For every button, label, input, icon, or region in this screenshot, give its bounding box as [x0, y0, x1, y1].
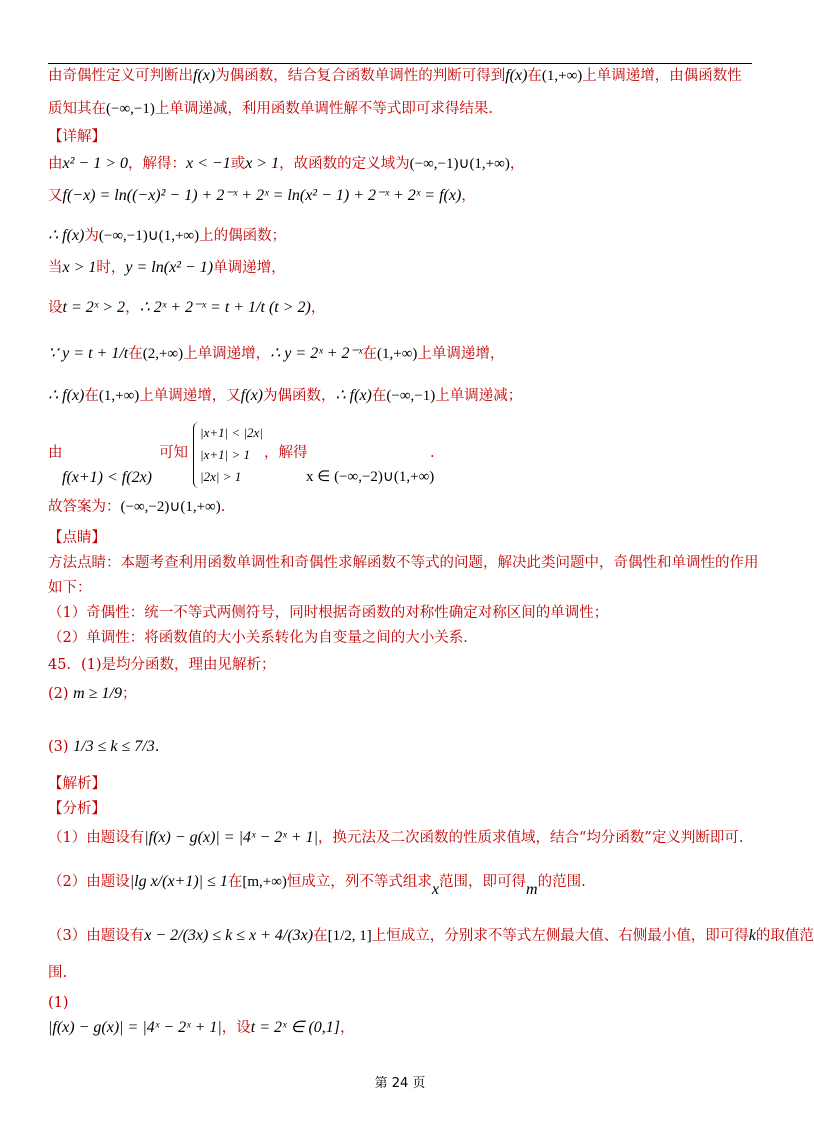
analysis-3-post: 上恒成立，分别求不等式左侧最大值、右侧最小值，即可得: [371, 928, 749, 944]
part2-math: m ≥ 1/9: [73, 685, 122, 702]
q45-part2: [48, 686, 136, 702]
analysis-3-zai: 在: [313, 928, 328, 944]
solution-1-math: |f(x) − g(x)| = |4ˣ − 2ˣ + 1|: [48, 1019, 222, 1036]
text-segment: ，: [509, 156, 525, 172]
case-item: |x+1| > 1: [200, 447, 250, 462]
math-segment: x < −1: [186, 155, 231, 172]
text-segment: 在: [371, 388, 387, 404]
analysis-2-zai: 在: [227, 874, 243, 890]
math-segment: y = ln(x² − 1): [125, 259, 214, 276]
answer-dot: .: [220, 499, 226, 515]
dianjing-line-3: （1）奇偶性：统一不等式两侧符号，同时根据奇函数的对称性确定对称区间的单调性；: [48, 605, 609, 621]
dianjing-line-1: 方法点睛：本题考查利用函数单调性和奇偶性求解函数不等式的问题，解决此类问题中，奇偶性和单调性的作用: [48, 555, 759, 571]
analysis-3-pre: （3）由题设有: [48, 928, 145, 944]
text-segment: 或: [230, 156, 246, 172]
math-segment: (1,+∞): [376, 346, 418, 362]
solution-1-post: ，设: [221, 1020, 251, 1036]
solution-line: [48, 102, 493, 117]
text-segment: ，: [310, 300, 326, 316]
inequality: f(x+1) < f(2x): [62, 469, 152, 486]
analysis-3-math: x − 2/(3x) ≤ k ≤ x + 4/(3x): [144, 927, 314, 944]
math-segment: x > 1: [62, 259, 97, 276]
text-segment: 为偶函数，结合复合函数单调性的判断可得到: [215, 68, 506, 84]
analysis-3-cont: 围.: [48, 965, 68, 981]
solution-1-end: ，: [340, 1020, 355, 1036]
analysis-3-k: k: [748, 927, 756, 944]
math-segment: ∴ f(x): [48, 387, 85, 404]
analysis-2-x: x: [431, 881, 440, 898]
text-segment: 设: [48, 300, 63, 316]
math-segment: (1,+∞): [98, 388, 140, 404]
math-segment: x > 1: [245, 155, 280, 172]
part3-math: 1/3 ≤ k ≤ 7/3: [73, 738, 155, 755]
q45-head: 45．(1)是均分函数，理由见解析；: [48, 657, 276, 673]
analysis-2-post1: 恒成立，列不等式组求: [286, 874, 432, 890]
text-segment: 当: [48, 260, 63, 276]
analysis-3-interval: [1/2, 1]: [327, 928, 372, 944]
text-segment: ，解得：: [128, 156, 186, 172]
text-segment: 为偶函数，: [263, 388, 336, 404]
solution-line: [48, 260, 286, 276]
solution-1-line: [48, 1020, 355, 1036]
text-segment: 上单调递增，: [183, 346, 271, 362]
text-segment: 上单调递增，由偶函数性: [582, 68, 742, 84]
solution-line: [48, 130, 106, 145]
text-segment: ，: [461, 188, 476, 204]
analysis-1-math: |f(x) − g(x)| = |4ˣ − 2ˣ + 1|: [144, 829, 319, 846]
text-segment: 由: [48, 156, 63, 172]
case-item: |x+1| < |2x|: [200, 425, 263, 440]
kezhi-text: 可知: [159, 445, 188, 461]
analysis-2-pre: （2）由题设: [48, 874, 130, 890]
text-segment: ，: [125, 300, 140, 316]
cases-brace: [193, 422, 263, 488]
math-segment: f(x): [193, 67, 216, 84]
part3-end: .: [154, 739, 160, 755]
solution-line: [48, 346, 504, 362]
analysis-2-post3: 的范围.: [537, 874, 586, 890]
system-result: x ∈ (−∞,−2)∪(1,+∞): [306, 469, 435, 485]
part2-end: ；: [121, 686, 137, 702]
math-segment: (−∞,−1)∪(1,+∞): [98, 228, 200, 244]
analysis-2-interval: [m,+∞): [242, 874, 287, 890]
cases-list: [193, 422, 263, 488]
solution-line: [48, 388, 522, 404]
solution-line: [48, 300, 325, 316]
analysis-2-m: m: [526, 881, 538, 898]
text-segment: 【详解】: [48, 129, 106, 145]
jiede-text: ，解得: [264, 445, 308, 461]
solution-line: [48, 68, 742, 84]
text-segment: 为: [84, 228, 99, 244]
answer-label: 故答案为：: [48, 499, 121, 515]
text-segment: 单调递增，: [213, 260, 286, 276]
case-item: |2x| > 1: [200, 469, 242, 484]
part2-label: (2): [48, 686, 69, 702]
math-segment: (−∞,−1): [106, 101, 155, 117]
dianjing-line-4: （2）单调性：将函数值的大小关系转化为自变量之间的大小关系.: [48, 630, 468, 646]
math-segment: (−∞,−1)∪(1,+∞): [409, 156, 510, 172]
solution-line: [48, 228, 286, 244]
math-segment: ∴ f(x): [335, 387, 372, 404]
text-segment: 质知其在: [48, 101, 106, 117]
math-segment: ∴ y = 2ˣ + 2⁻ˣ: [270, 345, 363, 362]
math-segment: t = 2ˣ > 2: [62, 299, 126, 316]
solution-1-label: (1): [48, 995, 69, 1011]
analysis-3: [48, 928, 814, 944]
text-segment: 又: [48, 188, 63, 204]
analysis-2: [48, 873, 586, 898]
header-rule: [48, 63, 752, 64]
q45-part3: [48, 739, 159, 755]
text-segment: 在: [527, 68, 542, 84]
analysis-2-post2: 范围，即可得: [439, 874, 527, 890]
dianjing-title: 【点睛】: [48, 530, 106, 546]
math-segment: f(x): [240, 387, 263, 404]
answer-line: [48, 500, 225, 515]
text-segment: 上单调递减；: [435, 388, 523, 404]
you-char: 由: [48, 445, 63, 461]
analysis-1: [48, 830, 743, 846]
math-segment: f(x): [505, 67, 528, 84]
solution-line: [48, 156, 524, 172]
fenxi-title: 【分析】: [48, 801, 106, 817]
solution-line: [48, 188, 476, 204]
math-segment: (2,+∞): [142, 346, 184, 362]
analysis-1-post: ，换元法及二次函数的性质求值域，结合“均分函数”定义判断即可.: [318, 830, 744, 846]
system-dot: .: [430, 445, 435, 461]
text-segment: 时，: [96, 260, 126, 276]
dianjing-line-2: 如下：: [48, 580, 92, 596]
page-footer: 第 24 页: [374, 1076, 426, 1091]
answer-value: (−∞,−2)∪(1,+∞): [120, 499, 221, 515]
math-segment: x² − 1 > 0: [62, 155, 128, 172]
text-segment: 由奇偶性定义可判断出: [48, 68, 193, 84]
text-segment: 在: [128, 346, 143, 362]
analysis-3-post2: 的取值范: [755, 928, 814, 944]
inequality-system-line: [48, 420, 748, 490]
analysis-1-pre: （1）由题设有: [48, 830, 145, 846]
math-segment: ∴ f(x): [48, 227, 85, 244]
text-segment: 在: [84, 388, 99, 404]
text-segment: 在: [362, 346, 377, 362]
text-segment: ，故函数的定义域为: [279, 156, 410, 172]
math-segment: ∵ y = t + 1/t: [48, 345, 129, 362]
math-segment: f(−x) = ln((−x)² − 1) + 2⁻ˣ + 2ˣ = ln(x² − 1) + 2⁻ˣ + 2ˣ = f(x): [62, 187, 462, 204]
math-segment: ∴ 2ˣ + 2⁻ˣ = t + 1/t (t > 2): [139, 299, 311, 316]
math-segment: (1,+∞): [541, 68, 583, 84]
analysis-2-math: |lg x/(x+1)| ≤ 1: [129, 873, 228, 890]
part3-label: (3): [48, 739, 69, 755]
solution-1-t: t = 2ˣ ∈ (0,1]: [250, 1019, 341, 1036]
text-segment: 上单调递减，利用函数单调性解不等式即可求得结果.: [154, 101, 493, 117]
jiexi-title: 【解析】: [48, 776, 106, 792]
math-segment: (−∞,−1): [386, 388, 436, 404]
text-segment: 上的偶函数；: [199, 228, 287, 244]
text-segment: 上单调递增，又: [139, 388, 241, 404]
text-segment: 上单调递增，: [417, 346, 505, 362]
